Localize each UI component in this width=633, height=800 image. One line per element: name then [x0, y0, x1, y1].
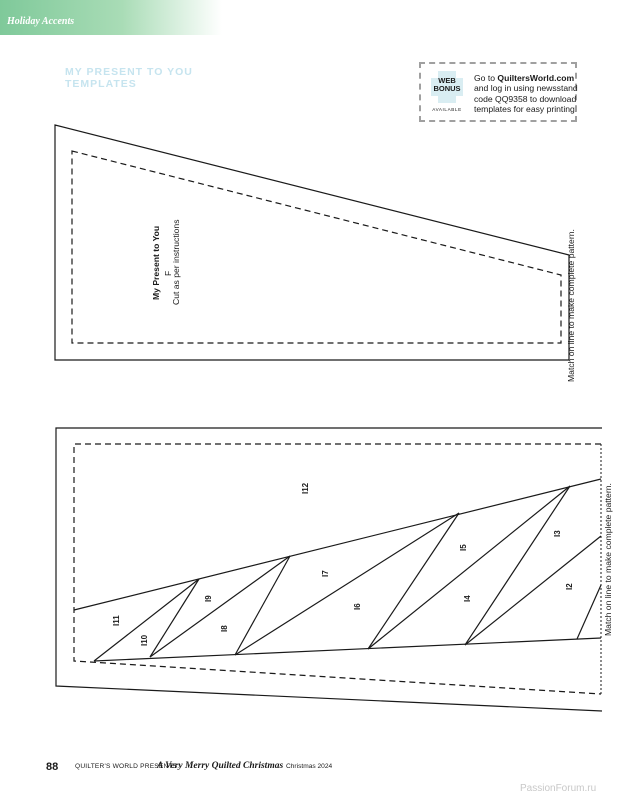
segment-label-i11: I11: [112, 615, 121, 626]
page-number: 88: [46, 761, 59, 773]
segment-label-i10: I10: [140, 634, 149, 646]
template-i-seam-line: [74, 444, 601, 694]
segment-label-i7: I7: [321, 570, 330, 577]
heading-line-2: TEMPLATES: [65, 78, 137, 90]
badge-line-3: AVAILABLE: [432, 107, 462, 112]
template-i-piece-lines: [74, 479, 601, 661]
segment-label-i4: I4: [463, 595, 472, 602]
footer-magazine-title: A Very Merry Quilted Christmas: [157, 761, 284, 771]
segment-label-i9: I9: [204, 595, 213, 602]
badge-line-1: WEB: [438, 76, 456, 85]
web-text-line-4: templates for easy printing.: [474, 103, 578, 114]
footer-year: Christmas 2024: [286, 763, 333, 770]
segment-label-i5: I5: [459, 544, 468, 551]
segment-label-i2: I2: [565, 583, 574, 590]
badge-line-2: BONUS: [433, 84, 461, 93]
segment-label-i3: I3: [553, 530, 562, 537]
watermark: PassionForum.ru: [520, 783, 597, 794]
template-f-match-note: Match on line to make complete pattern.: [566, 229, 576, 382]
template-f-title: My Present to You: [151, 225, 161, 300]
web-site-link[interactable]: QuiltersWorld.com: [497, 73, 575, 83]
template-f-seam-line: [72, 151, 561, 343]
section-label: Holiday Accents: [7, 16, 75, 27]
heading-line-1: MY PRESENT TO YOU: [65, 66, 193, 78]
segment-label-i12: I12: [301, 482, 310, 494]
template-f-instruction: Cut as per instructions: [171, 219, 181, 305]
web-text-pre: Go to: [474, 73, 498, 83]
web-text-line-2: and log in using newsstand: [474, 83, 578, 94]
segment-label-i8: I8: [220, 625, 229, 632]
footer-publication: QUILTER'S WORLD PRESENTS:: [75, 763, 180, 770]
template-f-letter: F: [163, 270, 173, 276]
template-i-match-note: Match on line to make complete pattern.: [603, 483, 613, 636]
segment-label-i6: I6: [353, 603, 362, 610]
template-f-outline: [55, 125, 569, 360]
web-text-line-3: code QQ9358 to download: [474, 93, 577, 104]
